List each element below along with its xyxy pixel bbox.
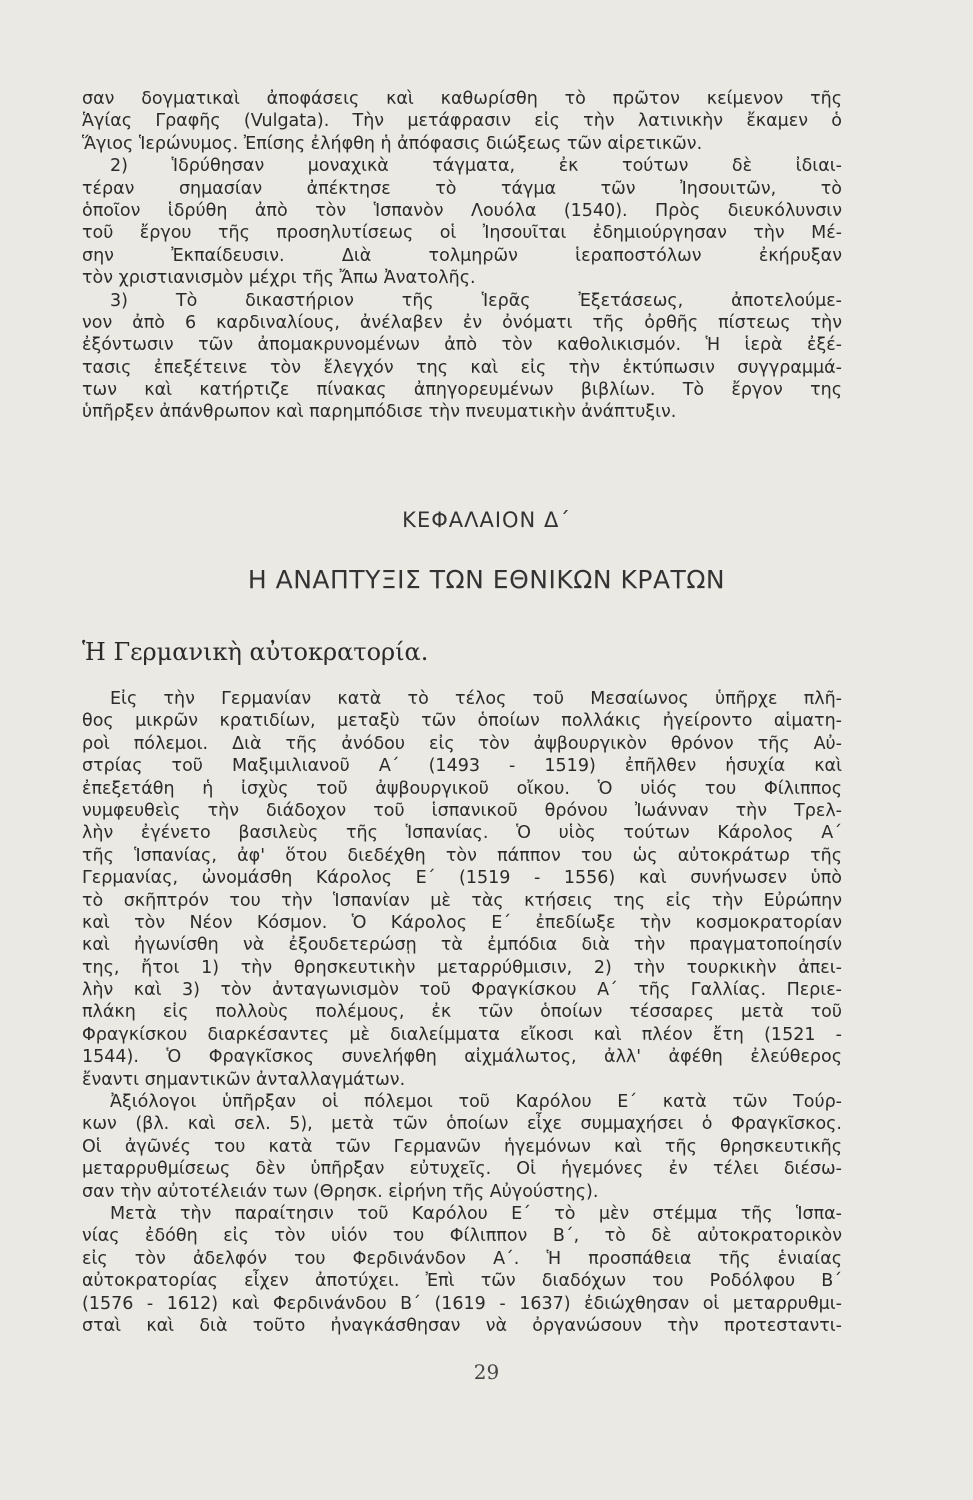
text-line: νυμφευθεὶς τὴν διάδοχον τοῦ ἱσπανικοῦ θρόνου Ἰωάνναν τὴν Τρελ- [82, 800, 842, 821]
text-line: ὑπῆρξεν ἀπάνθρωπον καὶ παρημπόδισε τὴν πνευματικὴν ἀνάπτυξιν. [82, 402, 677, 423]
text-line: κων (βλ. καὶ σελ. 5), μετὰ τῶν ὁποίων εἶχε συμμαχήσει ὁ Φραγκῖσκος. [82, 1114, 842, 1135]
top-text-block [82, 88, 842, 424]
text-line: στρίας τοῦ Μαξιμιλιανοῦ Α΄ (1493 - 1519) ἐπῆλθεν ἡσυχία καὶ [82, 756, 842, 777]
text-line: Ἁγίας Γραφῆς (Vulgata). Τὴν μετάφρασιν εἰς τὴν λατινικὴν ἔκαμεν ὁ [82, 111, 842, 132]
text-line: τὸ σκῆπτρόν του τὴν Ἱσπανίαν μὲ τὰς κτήσεις της εἰς τὴν Εὐρώπην [82, 890, 842, 911]
text-line: λὴν καὶ 3) τὸν ἀνταγωνισμὸν τοῦ Φραγκίσκου Α΄ τῆς Γαλλίας. Περιε- [82, 980, 842, 1001]
text-line: τὸν χριστιανισμὸν μέχρι τῆς Ἄπω Ἀνατολῆς. [82, 268, 476, 289]
text-line: ὁποῖον ἱδρύθη ἀπὸ τὸν Ἱσπανὸν Λουόλα (1540). Πρὸς διευκόλυνσιν [82, 200, 842, 221]
text-line: τῆς Ἱσπανίας, ἀφ' ὅτου διεδέχθη τὸν πάππον του ὡς αὐτοκράτωρ τῆς [82, 845, 842, 866]
text-line: Ἀξιόλογοι ὑπῆρξαν οἱ πόλεμοι τοῦ Καρόλου Ε΄ κατὰ τῶν Τούρ- [110, 1092, 842, 1113]
text-line: τέραν σημασίαν ἀπέκτησε τὸ τάγμα τῶν Ἰησουιτῶν, τὸ [82, 178, 842, 199]
text-line: νίας ἐδόθη εἰς τὸν υἱόν του Φίλιππον Β΄, τὸ δὲ αὐτοκρατορικὸν [82, 1226, 842, 1247]
text-line: τοῦ ἔργου τῆς προσηλυτίσεως οἱ Ἰησουῖται ἐδημιούργησαν τὴν Μέ- [82, 223, 842, 244]
text-line: Γερμανίας, ὠνομάσθη Κάρολος Ε΄ (1519 - 1556) καὶ συνήνωσεν ὑπὸ [82, 868, 842, 889]
text-line: 2) Ἱδρύθησαν μοναχικὰ τάγματα, ἐκ τούτων δὲ ἰδιαι- [110, 156, 842, 177]
text-line: πλάκη εἰς πολλοὺς πολέμους, ἐκ τῶν ὁποίων τέσσαρες μετὰ τοῦ [82, 1002, 842, 1023]
text-line: (1576 - 1612) καὶ Φερδινάνδου Β΄ (1619 - 1637) ἐδιώχθησαν οἱ μεταρρυθμι- [82, 1293, 842, 1314]
page-number: 29 [473, 1360, 500, 1384]
text-line: εἰς τὸν ἀδελφόν του Φερδινάνδον Α΄. Ἡ προσπάθεια τῆς ἑνιαίας [82, 1248, 842, 1269]
text-line: καὶ ἠγωνίσθη νὰ ἐξουδετερώσῃ τὰ ἐμπόδια διὰ τὴν πραγματοποίησίν [82, 935, 842, 956]
text-line: σαν τὴν αὐτοτέλειάν των (Θρησκ. εἰρήνη τῆς Αὐγούστης). [82, 1181, 599, 1202]
text-line: Φραγκίσκου διαρκέσαντες μὲ διαλείμματα εἴκοσι καὶ πλέον ἔτη (1521 - [82, 1024, 842, 1045]
text-line: Μετὰ τὴν παραίτησιν τοῦ Καρόλου Ε΄ τὸ μὲν στέμμα τῆς Ἱσπα- [110, 1203, 842, 1224]
chapter-title: Η ΑΝΑΠΤΥΞΙΣ ΤΩΝ ΕΘΝΙΚΩΝ ΚΡΑΤΩΝ [247, 565, 726, 594]
text-line: ἔναντι σημαντικῶν ἀνταλλαγμάτων. [82, 1069, 406, 1090]
text-line: νον ἀπὸ 6 καρδιναλίους, ἀνέλαβεν ἐν ὀνόματι τῆς ὀρθῆς πίστεως τὴν [82, 312, 842, 333]
text-line: σαν δογματικαὶ ἀποφάσεις καὶ καθωρίσθη τὸ πρῶτον κείμενον τῆς [82, 89, 842, 109]
chapter-label: ΚΕΦΑΛΑΙΟΝ Δ΄ [402, 508, 571, 532]
text-line: μεταρρυθμίσεως δὲν ὑπῆρξαν εὐτυχεῖς. Οἱ ἡγεμόνες ἐν τέλει διέσω- [82, 1159, 842, 1180]
text-line: της, ἤτοι 1) τὴν θρησκευτικὴν μεταρρύθμισιν, 2) τὴν τουρκικὴν ἀπει- [82, 957, 842, 978]
text-line: Ἅγιος Ἱερώνυμος. Ἐπίσης ἐλήφθη ἡ ἀπόφασις διώξεως τῶν αἱρετικῶν. [82, 133, 703, 154]
text-line: θος μικρῶν κρατιδίων, μεταξὺ τῶν ὁποίων πολλάκις ἠγείροντο αἱματη- [82, 711, 842, 732]
text-line: ἐπεξετάθη ἡ ἰσχὺς τοῦ ἀψβουργικοῦ οἴκου. Ὁ υἱός του Φίλιππος [82, 778, 842, 799]
text-line: σην Ἐκπαίδευσιν. Διὰ τολμηρῶν ἱεραποστόλων ἐκήρυξαν [82, 245, 842, 266]
text-line: λὴν ἐγένετο βασιλεὺς τῆς Ἱσπανίας. Ὁ υἱὸς τούτων Κάρολος Α΄ [82, 823, 842, 844]
text-line: ροὶ πόλεμοι. Διὰ τῆς ἀνόδου εἰς τὸν ἀψβουργικὸν θρόνον τῆς Αὐ- [82, 733, 842, 754]
text-line: 1544). Ὁ Φραγκῖσκος συνελήφθη αἰχμάλωτος, ἀλλ' ἀφέθη ἐλεύθερος [82, 1047, 842, 1068]
section-heading: Ἡ Γερμανικὴ αὐτοκρατορία. [82, 638, 429, 666]
text-line: αὐτοκρατορίας εἶχεν ἀποτύχει. Ἐπὶ τῶν διαδόχων του Ροδόλφου Β΄ [82, 1271, 842, 1292]
text-line: των καὶ κατήρτιζε πίνακας ἀπηγορευμένων βιβλίων. Τὸ ἔργον της [82, 380, 842, 401]
text-line: Εἰς τὴν Γερμανίαν κατὰ τὸ τέλος τοῦ Μεσαίωνος ὑπῆρχε πλῆ- [110, 689, 842, 709]
text-line: ἐξόντωσιν τῶν ἀπομακρυνομένων ἀπὸ τὸν καθολικισμόν. Ἡ ἱερὰ ἐξέ- [82, 335, 842, 356]
text-line: τασις ἐπεξέτεινε τὸν ἔλεγχόν της καὶ εἰς τὴν ἐκτύπωσιν συγγραμμά- [82, 357, 842, 378]
body-text-block [82, 688, 842, 1337]
text-line: 3) Τὸ δικαστήριον τῆς Ἱερᾶς Ἐξετάσεως, ἀποτελούμε- [110, 290, 842, 311]
text-line: καὶ τὸν Νέον Κόσμον. Ὁ Κάρολος Ε΄ ἐπεδίωξε τὴν κοσμοκρατορίαν [82, 912, 842, 933]
text-line: σταὶ καὶ διὰ τοῦτο ἠναγκάσθησαν νὰ ὀργανώσουν τὴν προτεσταντι- [82, 1315, 842, 1336]
text-line: Οἱ ἀγῶνές του κατὰ τῶν Γερμανῶν ἡγεμόνων καὶ τῆς θρησκευτικῆς [82, 1136, 842, 1157]
